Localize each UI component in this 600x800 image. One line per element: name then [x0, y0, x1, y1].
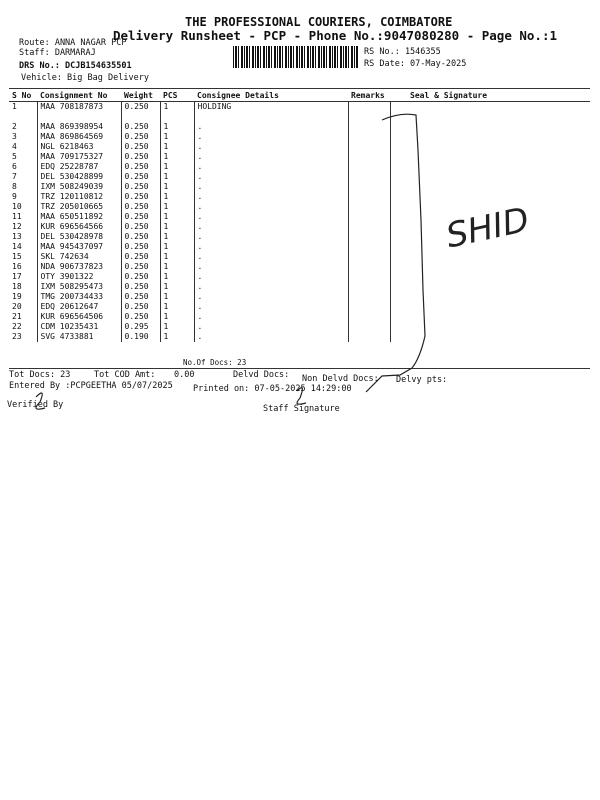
column-header-consignment: Consignment No — [37, 89, 121, 102]
cell-weight: 0.250 — [121, 202, 160, 212]
cell-weight: 0.250 — [121, 222, 160, 232]
cell-weight: 0.250 — [121, 132, 160, 142]
cell-sno: 20 — [12, 302, 22, 311]
cell-sno: 23 — [12, 332, 22, 341]
runsheet-title: Delivery Runsheet - PCP - Phone No.:9047080280 - Page No.:1 — [113, 28, 558, 43]
cell-pcs: 1 — [160, 192, 194, 202]
cell-pcs: 1 — [160, 102, 194, 113]
cell-weight: 0.250 — [121, 172, 160, 182]
cell-consignment: MAA 650511892 — [37, 212, 121, 222]
cell-consignment: MAA 945437097 — [37, 242, 121, 252]
cell-details: . — [194, 332, 348, 342]
cell-pcs: 1 — [160, 212, 194, 222]
cell-consignment: TMG 200734433 — [37, 292, 121, 302]
cell-sno: 4 — [12, 142, 17, 151]
cell-sno: 10 — [12, 202, 22, 211]
cell-consignment: MAA 869398954 — [37, 122, 121, 132]
cell-details: . — [194, 272, 348, 282]
cell-weight: 0.250 — [121, 292, 160, 302]
cell-consignment: DEL 530428978 — [37, 232, 121, 242]
cell-sno: 5 — [12, 152, 17, 161]
cell-consignment: TRZ 205010665 — [37, 202, 121, 212]
cell-pcs: 1 — [160, 142, 194, 152]
cell-pcs: 1 — [160, 312, 194, 322]
cell-pcs: 1 — [160, 302, 194, 312]
cell-consignment: NDA 906737823 — [37, 262, 121, 272]
cell-weight: 0.250 — [121, 192, 160, 202]
cell-details: . — [194, 132, 348, 142]
cell-details: HOLDING — [194, 102, 348, 113]
cell-weight: 0.250 — [121, 312, 160, 322]
cell-consignment: OTY 3901322 — [37, 272, 121, 282]
cell-consignment: MAA 708187873 — [37, 102, 121, 113]
cell-pcs: 1 — [160, 272, 194, 282]
cell-consignment: SKL 742634 — [37, 252, 121, 262]
cell-details: . — [194, 152, 348, 162]
cell-details: . — [194, 192, 348, 202]
cell-pcs: 1 — [160, 332, 194, 342]
cell-weight: 0.250 — [121, 102, 160, 113]
cell-pcs: 1 — [160, 262, 194, 272]
staff-signature-label: Staff Signature — [263, 404, 340, 414]
cell-sno: 2 — [12, 122, 17, 131]
handwritten-signature — [443, 200, 533, 256]
signature-text: SHID — [442, 199, 533, 257]
cell-pcs: 1 — [160, 232, 194, 242]
delivery-points: Delvy pts: — [396, 375, 448, 385]
staff-line: Staff: DARMARAJ — [19, 48, 96, 58]
cell-details: . — [194, 282, 348, 292]
cell-sno: 7 — [12, 172, 17, 181]
cell-sno: 19 — [12, 292, 22, 301]
cell-details: . — [194, 162, 348, 172]
cell-sno: 18 — [12, 282, 22, 291]
cell-sno: 14 — [12, 242, 22, 251]
cell-sno: 6 — [12, 162, 17, 171]
column-header-consignee: Consignee Details — [194, 89, 348, 102]
cell-details: . — [194, 172, 348, 182]
cell-details: . — [194, 202, 348, 212]
total-cod-value: 0.00 — [174, 370, 195, 380]
cell-details: . — [194, 292, 348, 302]
cell-weight: 0.250 — [121, 262, 160, 272]
cell-details: . — [194, 122, 348, 132]
total-cod-label: Tot COD Amt: — [94, 370, 156, 380]
cell-sno: 1 — [12, 102, 17, 111]
printed-on: Printed on: 07-05-2025 14:29:00 — [193, 384, 352, 394]
cell-pcs: 1 — [160, 222, 194, 232]
cell-weight: 0.250 — [121, 182, 160, 192]
cell-pcs: 1 — [160, 282, 194, 292]
cell-pcs: 1 — [160, 242, 194, 252]
cell-consignment: IXM 508249039 — [37, 182, 121, 192]
bracket-stroke — [366, 114, 425, 392]
cell-weight: 0.250 — [121, 122, 160, 132]
non-delivered-docs: Non Delvd Docs: — [302, 374, 379, 384]
company-name: THE PROFESSIONAL COURIERS, COIMBATORE — [185, 15, 453, 29]
cell-details: . — [194, 302, 348, 312]
rs-date: RS Date: 07-May-2025 — [364, 59, 467, 69]
column-header-seal: Seal & Signature — [390, 89, 590, 102]
cell-consignment: EDQ 20612647 — [37, 302, 121, 312]
docs-count: No.Of Docs: 23 — [183, 358, 247, 367]
cell-consignment: MAA 869864569 — [37, 132, 121, 142]
cell-sno: 22 — [12, 322, 22, 331]
cell-pcs: 1 — [160, 292, 194, 302]
cell-details: . — [194, 222, 348, 232]
cell-details: . — [194, 212, 348, 222]
vehicle-line: Vehicle: Big Bag Delivery — [21, 73, 149, 83]
cell-weight: 0.250 — [121, 282, 160, 292]
cell-details: . — [194, 262, 348, 272]
cell-details: . — [194, 312, 348, 322]
cell-weight: 0.250 — [121, 142, 160, 152]
cell-pcs: 1 — [160, 182, 194, 192]
cell-pcs: 1 — [160, 322, 194, 332]
rs-number: RS No.: 1546355 — [364, 47, 441, 57]
cell-weight: 0.250 — [121, 232, 160, 242]
cell-consignment: SVG 4733881 — [37, 332, 121, 342]
cell-details: . — [194, 142, 348, 152]
verified-by: Verified By — [7, 400, 64, 410]
column-header-weight: Weight — [121, 89, 160, 102]
cell-consignment: EDQ 25228787 — [37, 162, 121, 172]
cell-consignment: TRZ 120110812 — [37, 192, 121, 202]
cell-weight: 0.250 — [121, 212, 160, 222]
cell-sno: 15 — [12, 252, 22, 261]
cell-sno: 3 — [12, 132, 17, 141]
initial-mark-1 — [36, 393, 45, 409]
cell-sno: 12 — [12, 222, 22, 231]
cell-details: . — [194, 322, 348, 332]
cell-weight: 0.295 — [121, 322, 160, 332]
cell-sno: 17 — [12, 272, 22, 281]
cell-consignment: KUR 696564566 — [37, 222, 121, 232]
cell-details: . — [194, 252, 348, 262]
delivered-docs: Delvd Docs: — [233, 370, 290, 380]
cell-weight: 0.250 — [121, 252, 160, 262]
cell-pcs: 1 — [160, 122, 194, 132]
cell-details: . — [194, 242, 348, 252]
cell-weight: 0.250 — [121, 152, 160, 162]
cell-sno: 9 — [12, 192, 17, 201]
cell-sno: 13 — [12, 232, 22, 241]
column-header-sno: S No — [9, 89, 37, 102]
cell-pcs: 1 — [160, 252, 194, 262]
initial-mark-2 — [297, 388, 306, 404]
cell-consignment: CDM 10235431 — [37, 322, 121, 332]
cell-consignment: NGL 6218463 — [37, 142, 121, 152]
cell-weight: 0.250 — [121, 272, 160, 282]
cell-consignment: MAA 709175327 — [37, 152, 121, 162]
cell-pcs: 1 — [160, 152, 194, 162]
column-header-remarks: Remarks — [348, 89, 390, 102]
column-header-pcs: PCS — [160, 89, 194, 102]
cell-sno: 16 — [12, 262, 22, 271]
cell-weight: 0.250 — [121, 162, 160, 172]
cell-pcs: 1 — [160, 132, 194, 142]
drs-number: DRS No.: DCJB154635501 — [19, 61, 132, 71]
cell-pcs: 1 — [160, 172, 194, 182]
cell-details: . — [194, 232, 348, 242]
route-line: Route: ANNA NAGAR PCP — [19, 38, 127, 48]
cell-pcs: 1 — [160, 202, 194, 212]
total-docs: Tot Docs: 23 — [9, 370, 71, 380]
cell-weight: 0.250 — [121, 242, 160, 252]
cell-sno: 21 — [12, 312, 22, 321]
cell-consignment: KUR 696564506 — [37, 312, 121, 322]
cell-pcs: 1 — [160, 162, 194, 172]
cell-weight: 0.250 — [121, 302, 160, 312]
cell-consignment: DEL 530428899 — [37, 172, 121, 182]
cell-sno: 11 — [12, 212, 22, 221]
cell-sno: 8 — [12, 182, 17, 191]
cell-details: . — [194, 182, 348, 192]
entered-by: Entered By :PCPGEETHA 05/07/2025 — [9, 381, 173, 391]
cell-consignment: IXM 508295473 — [37, 282, 121, 292]
cell-weight: 0.190 — [121, 332, 160, 342]
